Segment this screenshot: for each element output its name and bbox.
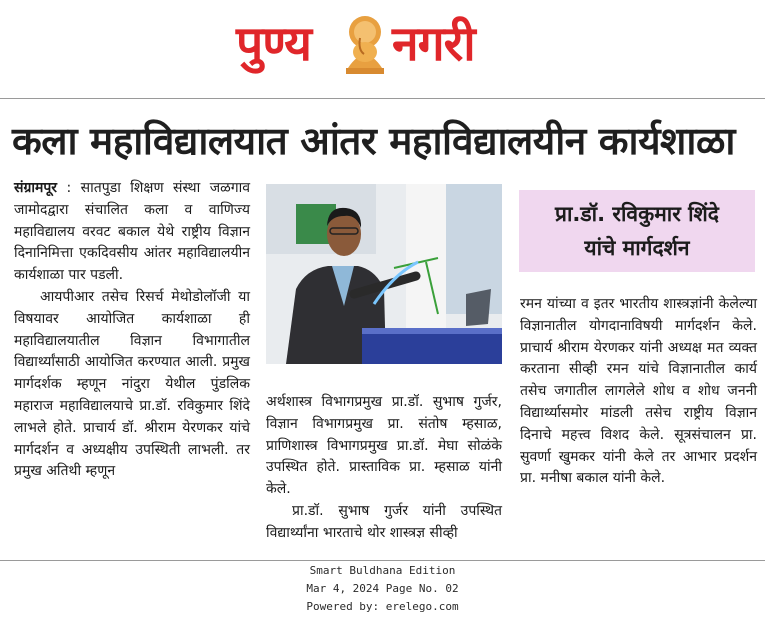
paragraph-3: अर्थशास्त्र विभागप्रमुख प्रा.डॉ. सुभाष गुर्जर, विज्ञान विभागप्रमुख प्रा. संतोष म्हसाळ, प्राणिशास्त्र विभागप्रमुख प्रा.डॉ. मेघा सोळंके उपस्थित होते. प्रास्ताविक प्रा. म्हसाळ यांनी केले. (266, 394, 502, 498)
dateline: संग्रामपूर (14, 180, 58, 196)
paragraph-5: रमन यांच्या व इतर भारतीय शास्त्रज्ञांनी केलेल्या विज्ञानातील योगदानाविषयी मार्गदर्शन केले. प्राचार्य श्रीराम येरणकर यांनी अध्यक्ष मत व्यक्त करताना सीव्ही रमन यांचे विज्ञानातील कार्य तसेच जगातील लागलेले शोध व शोध जननी विद्यार्थ्यासमोर मांडली तसेच राष्ट्रीय विज्ञान दिनाचे महत्त्व विशद केले. सूत्रसंचालन प्रा. सुवर्णा खुमकर यांनी केले तर आभार प्रदर्शन प्रा. मनीषा बकाल यांनी केले. (520, 296, 757, 487)
top-rule (0, 98, 765, 99)
masthead-name-left: पुण्य (236, 16, 311, 72)
article-headline: कला महाविद्यालयात आंतर महाविद्यालयीन कार्यशाळा (12, 119, 735, 163)
article-column-2 (266, 392, 502, 545)
paragraph-1: : सातपुडा शिक्षण संस्था जळगाव जामोदद्वारा संचालित कला व वाणिज्य महाविद्यालय वरवट बकाल येथे राष्ट्रीय विज्ञान दिनानिमित्ता एकदिवसीय आंतर महाविद्यालयीन कार्यशाळा पार पडली. (14, 180, 251, 284)
paragraph-4: प्रा.डॉ. सुभाष गुर्जर यांनी उपस्थित विद्यार्थ्यांना भारताचे थोर शास्त्रज्ञ सीव्ही (266, 502, 502, 541)
footer-edition: Smart Buldhana Edition (309, 564, 456, 577)
footer (0, 562, 765, 616)
subheadline-line-1: प्रा.डॉ. रविकुमार शिंदे (555, 202, 719, 226)
subheadline-box (519, 190, 755, 272)
article-column-3 (520, 294, 757, 490)
article-column-1 (14, 178, 250, 483)
masthead-name-right: नगरी (392, 16, 475, 72)
bottom-rule (0, 560, 765, 561)
masthead (0, 0, 765, 98)
ganesha-logo-icon (338, 8, 392, 80)
footer-powered: Powered by: erelego.com (306, 600, 459, 613)
subheadline-line-2: यांचे मार्गदर्शन (584, 236, 690, 260)
speaker-photo (266, 184, 502, 364)
footer-date-page: Mar 4, 2024 Page No. 02 (306, 582, 459, 595)
paragraph-2: आयपीआर तसेच रिसर्च मेथोडोलॉजी या विषयावर आयोजित कार्यशाळा ही महाविद्यालयातील विज्ञान विभागातील विद्यार्थ्यांसाठी आयोजित करण्यात आली. प्रमुख मार्गदर्शक म्हणून नांदुरा येथील पुंडलिक महाराज महाविद्यालयाचे प्रा.डॉ. रविकुमार शिंदे लाभले होते. प्राचार्य डॉ. श्रीराम येरणकर यांचे मार्गदर्शन व अध्यक्षीय उपस्थिती लाभली. तर प्रमुख अतिथी म्हणून (14, 288, 250, 480)
